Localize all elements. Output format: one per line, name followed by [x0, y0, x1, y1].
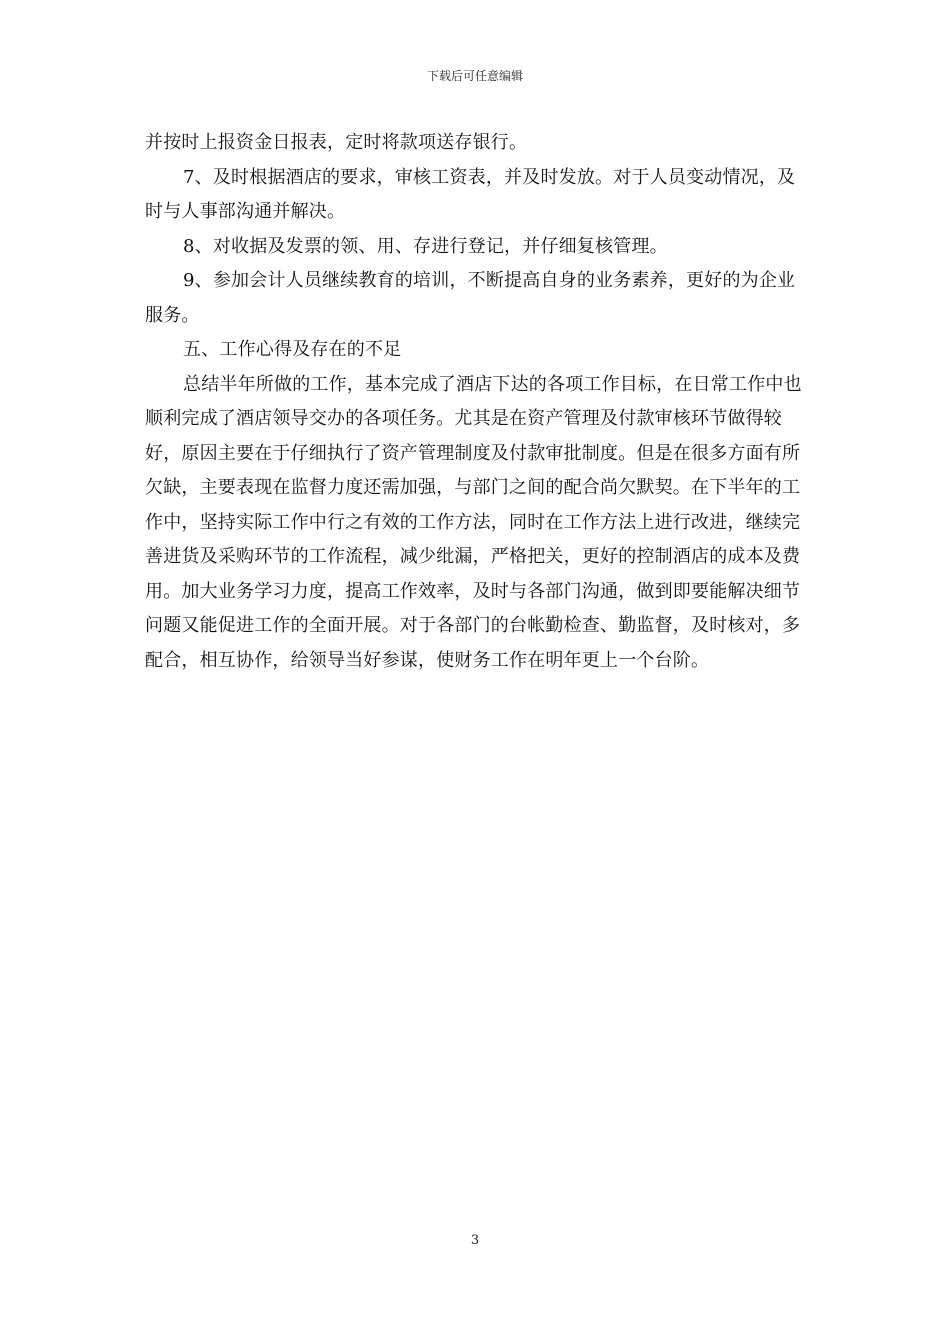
paragraph-summary: 总结半年所做的工作，基本完成了酒店下达的各项工作目标，在日常工作中也顺利完成了酒店领导交办的各项任务。尤其是在资产管理及付款审核环节做得较好，原因主要在于仔细执行了资产管理制度及付款审批制度。但是在很多方面有所欠缺，主要表现在监督力度还需加强，与部门之间的配合尚欠默契。在下半年的工作中，坚持实际工作中行之有效的工作方法，同时在工作方法上进行改进，继续完善进货及采购环节的工作流程，减少纰漏，严格把关，更好的控制酒店的成本及费用。加大业务学习力度，提高工作效率，及时与各部门沟通，做到即要能解决细节问题又能促进工作的全面开展。对于各部门的台帐勤检查、勤监督，及时核对，多配合，相互协作，给领导当好参谋，使财务工作在明年更上一个台阶。	[145, 373, 802, 671]
section-heading-5: 五、工作心得及存在的不足	[183, 339, 402, 360]
page-number: 3	[470, 1233, 480, 1248]
page-header: 下载后可任意编辑	[426, 69, 523, 83]
paragraph-item-9: 9、参加会计人员继续教育的培训，不断提高自身的业务素养，更好的为企业服务。	[145, 270, 796, 326]
document-body	[145, 126, 810, 678]
paragraph-item-7: 7、及时根据酒店的要求，审核工资表，并及时发放。对于人员变动情况，及时与人事部沟通并解决。	[145, 166, 796, 222]
paragraph-funds-report: 并按时上报资金日报表，定时将款项送存银行。	[145, 132, 528, 153]
paragraph-item-8: 8、对收据及发票的领、用、存进行登记，并仔细复核管理。	[183, 235, 668, 257]
